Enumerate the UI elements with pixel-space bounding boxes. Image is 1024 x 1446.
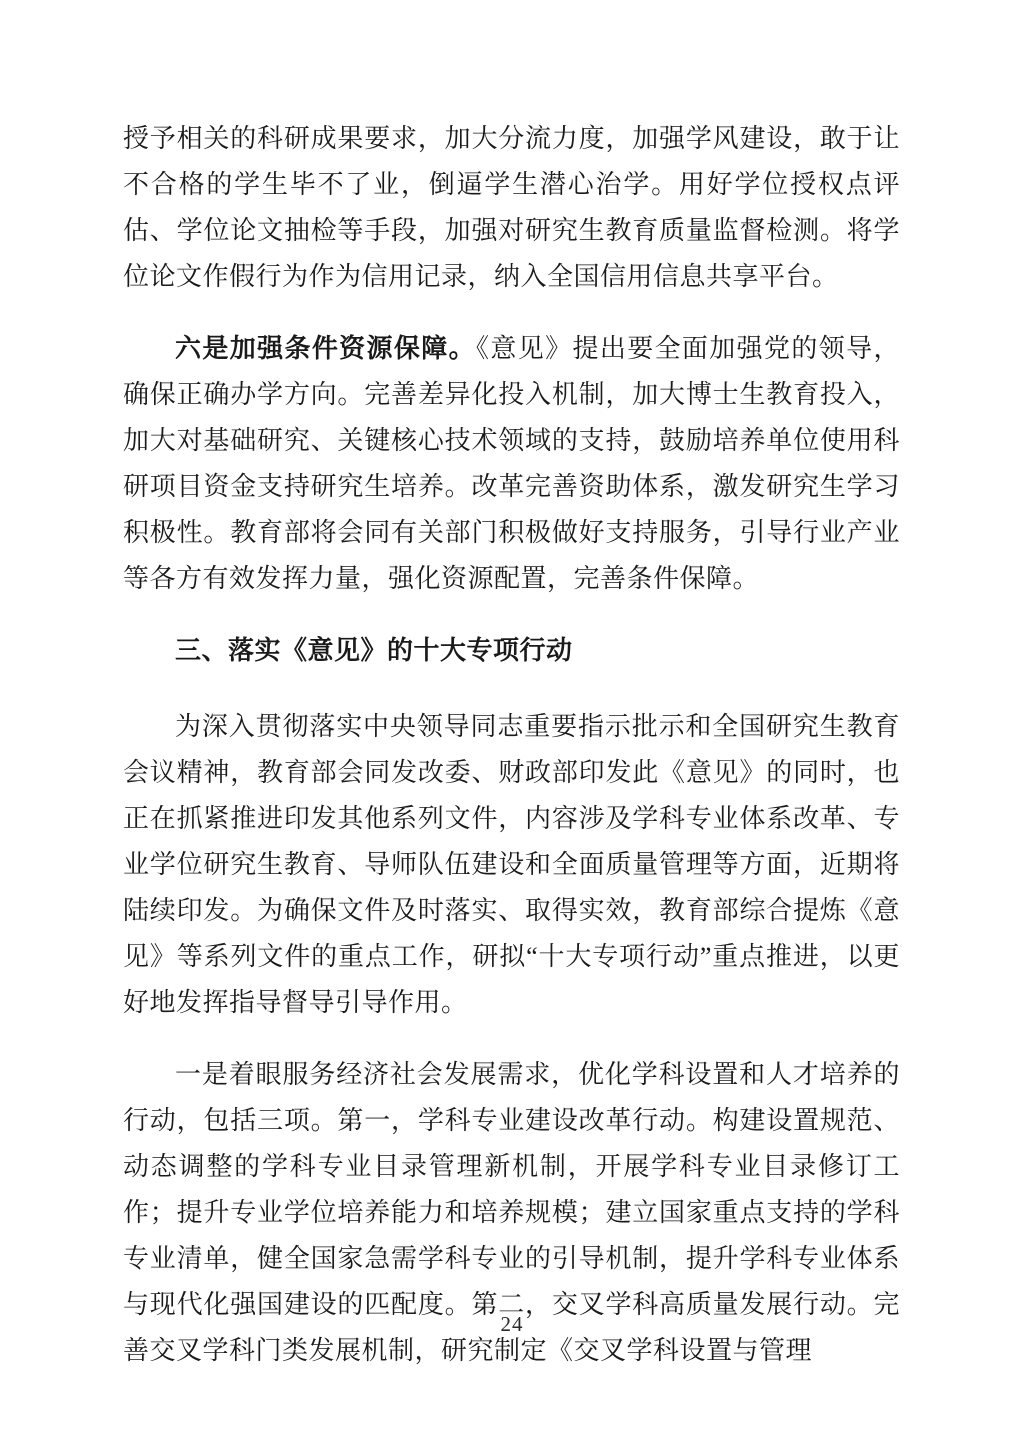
page-number: 24 — [500, 1312, 524, 1336]
paragraph-bold-lead: 六是加强条件资源保障。 — [175, 334, 477, 363]
section-heading: 三、落实《意见》的十大专项行动 — [175, 636, 573, 665]
body-paragraph-point-six — [123, 326, 900, 602]
paragraph-text: 《意见》提出要全面加强党的领导，确保正确办学方向。完善差异化投入机制，加大博士生教育投入，加大对基础研究、关键核心技术领域的支持，鼓励培养单位使用科研项目资金支持研究生培养。改革完善资助体系，激发研究生学习积极性。教育部将会同有关部门积极做好支持服务，引导行业产业等各方有效发挥力量，强化资源配置，完善条件保障。 — [123, 334, 900, 593]
body-paragraph-intro-ten-actions: 为深入贯彻落实中央领导同志重要指示批示和全国研究生教育会议精神，教育部会同发改委、财政部印发此《意见》的同时，也正在抓紧推进印发其他系列文件，内容涉及学科专业体系改革、专业学位研究生教育、导师队伍建设和全面质量管理等方面，近期将陆续印发。为确保文件及时落实、取得实效，教育部综合提炼《意见》等系列文件的重点工作，研拟“十大专项行动”重点推进，以更好地发挥指导督导引导作用。 — [123, 712, 900, 1017]
body-paragraph-continuation: 授予相关的科研成果要求，加大分流力度，加强学风建设，敢于让不合格的学生毕不了业，倒逼学生潜心治学。用好学位授权点评估、学位论文抽检等手段，加强对研究生教育质量监督检测。将学位论文作假行为作为信用记录，纳入全国信用信息共享平台。 — [123, 124, 900, 291]
body-paragraph-action-one: 一是着眼服务经济社会发展需求，优化学科设置和人才培养的行动，包括三项。第一，学科专业建设改革行动。构建设置规范、动态调整的学科专业目录管理新机制，开展学科专业目录修订工作；提升专业学位培养能力和培养规模；建立国家重点支持的学科专业清单，健全国家急需学科专业的引导机制，提升学科专业体系与现代化强国建设的匹配度。第二，交叉学科高质量发展行动。完善交叉学科门类发展机制，研究制定《交叉学科设置与管理 — [123, 1060, 900, 1365]
